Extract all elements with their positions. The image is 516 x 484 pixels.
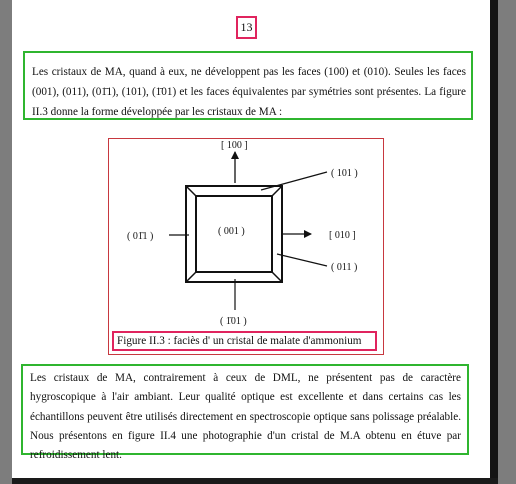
- label-face-01bar1: ( 01̄1 ): [127, 231, 154, 242]
- page-shadow-right: [490, 0, 498, 484]
- label-direction-010: [ 010 ]: [329, 230, 356, 241]
- pointer-face-101: [261, 172, 327, 190]
- paragraph-intro: Les cristaux de MA, quand à eux, ne développent pas les faces (100) et (010). Seules les faces (001), (011), (01̄1), (101), (1̄01) et les faces équivalentes par symétries sont présentes. La figure II.3 donne la forme développée par les cristaux de MA :: [23, 51, 473, 120]
- crystal-diagram: [109, 139, 385, 356]
- paragraph-description: Les cristaux de MA, contrairement à ceux de DML, ne présentent pas de caractère hygroscopique à l'air ambiant. Leur qualité optique est excellente et dans certains cas les échantillons peuvent être utilisés directement en spectroscopie optique sans polissage préalable. Nous présentons en figure II.4 une photographie d'un cristal de M.A obtenu en étuve par refroidissement lent.: [21, 364, 469, 455]
- figure-caption: Figure II.3 : faciès d' un cristal de malate d'ammonium: [112, 331, 377, 351]
- pointer-face-011: [277, 254, 327, 266]
- bevel-edge-bl: [186, 272, 196, 282]
- label-face-bar101: ( 1̄01 ): [220, 316, 247, 327]
- label-direction-100: [ 100 ]: [221, 140, 248, 151]
- page-number: 13: [236, 16, 257, 39]
- label-face-001: ( 001 ): [218, 226, 245, 237]
- label-face-011: ( 011 ): [331, 262, 358, 273]
- bevel-edge-tr: [272, 186, 282, 196]
- figure-crystal-habit: [108, 138, 384, 355]
- page-shadow-bottom: [12, 478, 498, 484]
- bevel-edge-tl: [186, 186, 196, 196]
- label-face-101: ( 101 ): [331, 168, 358, 179]
- bevel-edge-br: [272, 272, 282, 282]
